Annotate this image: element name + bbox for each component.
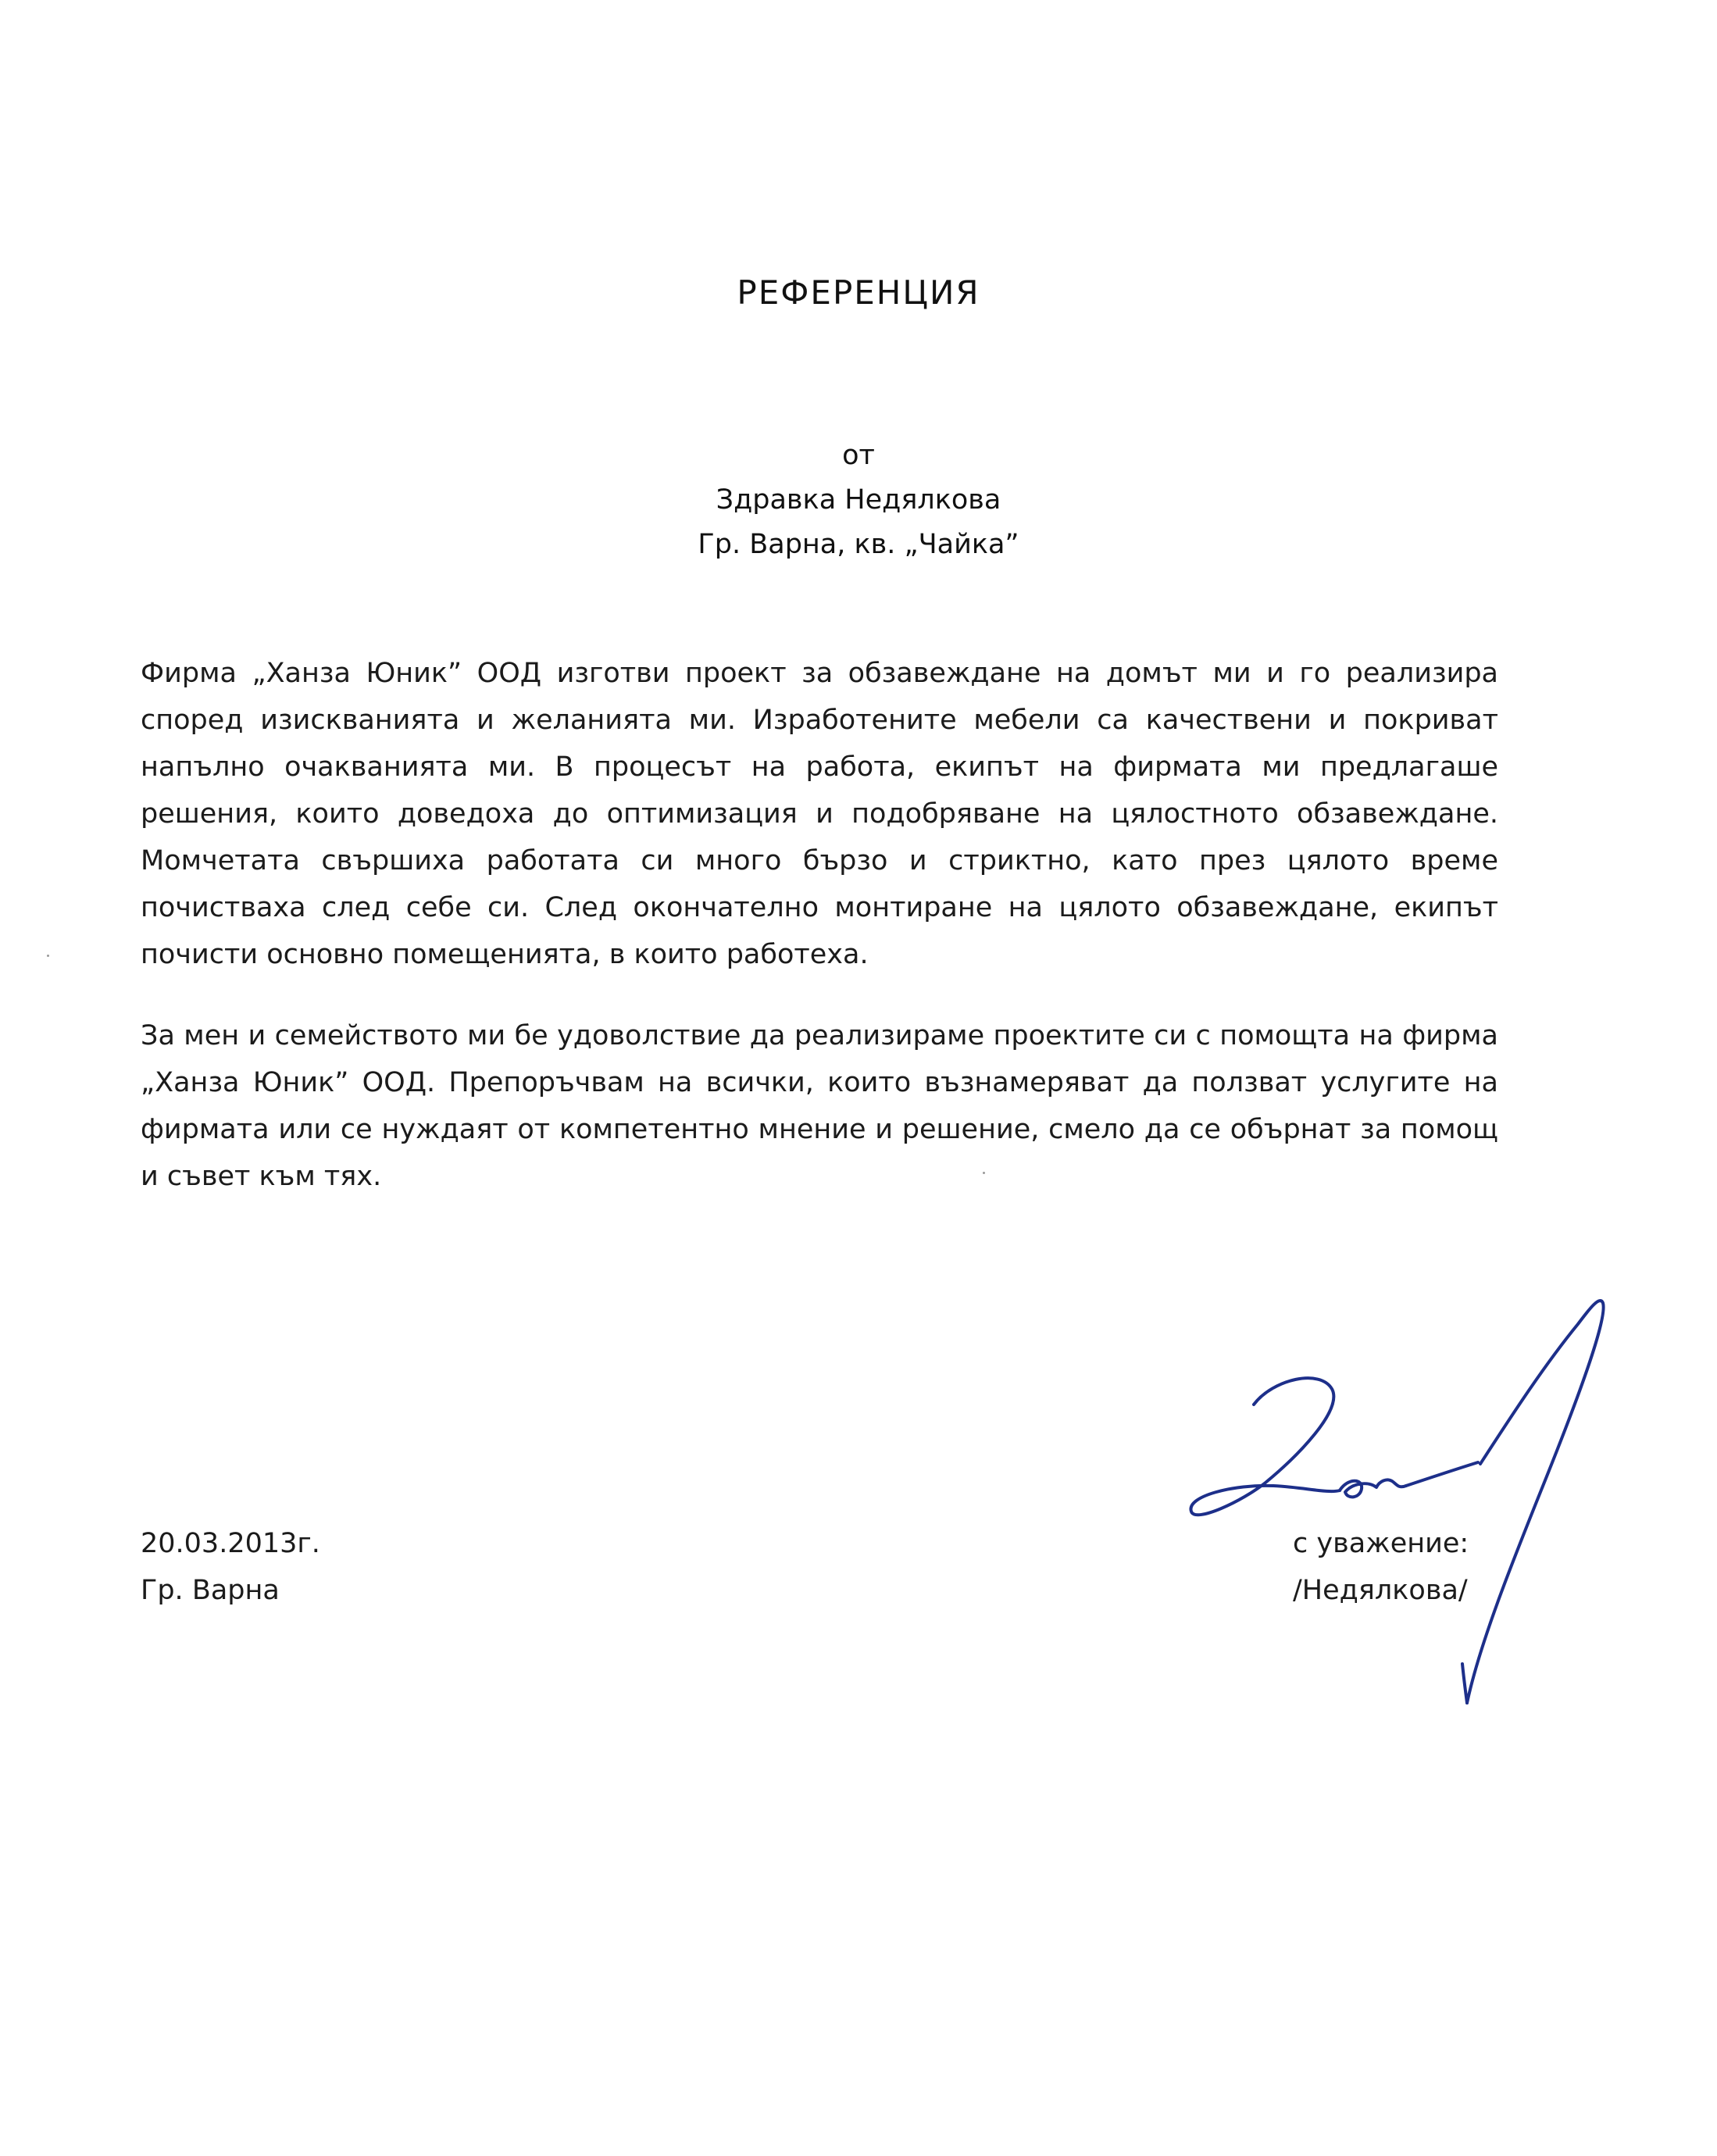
- body-paragraph-1: Фирма „Ханза Юник” ООД изготви проект за обзавеждане на домът ми и го реализира според изискванията и желанията ми. Изработените мебели са качествени и покриват напълно очакванията ми. В процесът на работа, екипът на фирмата ми предлагаше решения, които доведоха до оптимизация и подобряване на цялостното обзавеждане. Момчетата свършиха работата си много бързо и стриктно, като през цялото време почистваха след себе си. След окончателно монтиране на цялото обзавеждане, екипът почисти основно помещенията, в които работеха.: [141, 658, 1498, 970]
- date-place-block: [141, 1520, 320, 1614]
- handwritten-signature: [1172, 1297, 1609, 1734]
- document-title: РЕФЕРЕНЦИЯ: [737, 273, 980, 312]
- signatory-name: /Недялкова/: [1293, 1575, 1468, 1606]
- body-paragraph-2: За мен и семейството ми бе удоволствие да реализираме проектите си с помощта на фирма „Ханза Юник” ООД. Препоръчвам на всички, които възнамеряват да ползват услугите на фирмата или се нуждаят от компетентно мнение и решение, смело да се обърнат за помощ и съвет към тях.: [141, 1020, 1498, 1192]
- sender-name: Здравка Недялкова: [716, 484, 1001, 516]
- letter-date: 20.03.2013г.: [141, 1528, 320, 1559]
- closing-phrase: с уважение:: [1293, 1528, 1469, 1559]
- scan-speck: [983, 1172, 985, 1174]
- letter-place: Гр. Варна: [141, 1575, 280, 1606]
- letter-body: [141, 650, 1498, 1234]
- from-label: от: [842, 440, 875, 471]
- sender-address: Гр. Варна, кв. „Чайка”: [698, 529, 1019, 560]
- sender-block: [0, 434, 1717, 567]
- scan-speck: [47, 955, 49, 957]
